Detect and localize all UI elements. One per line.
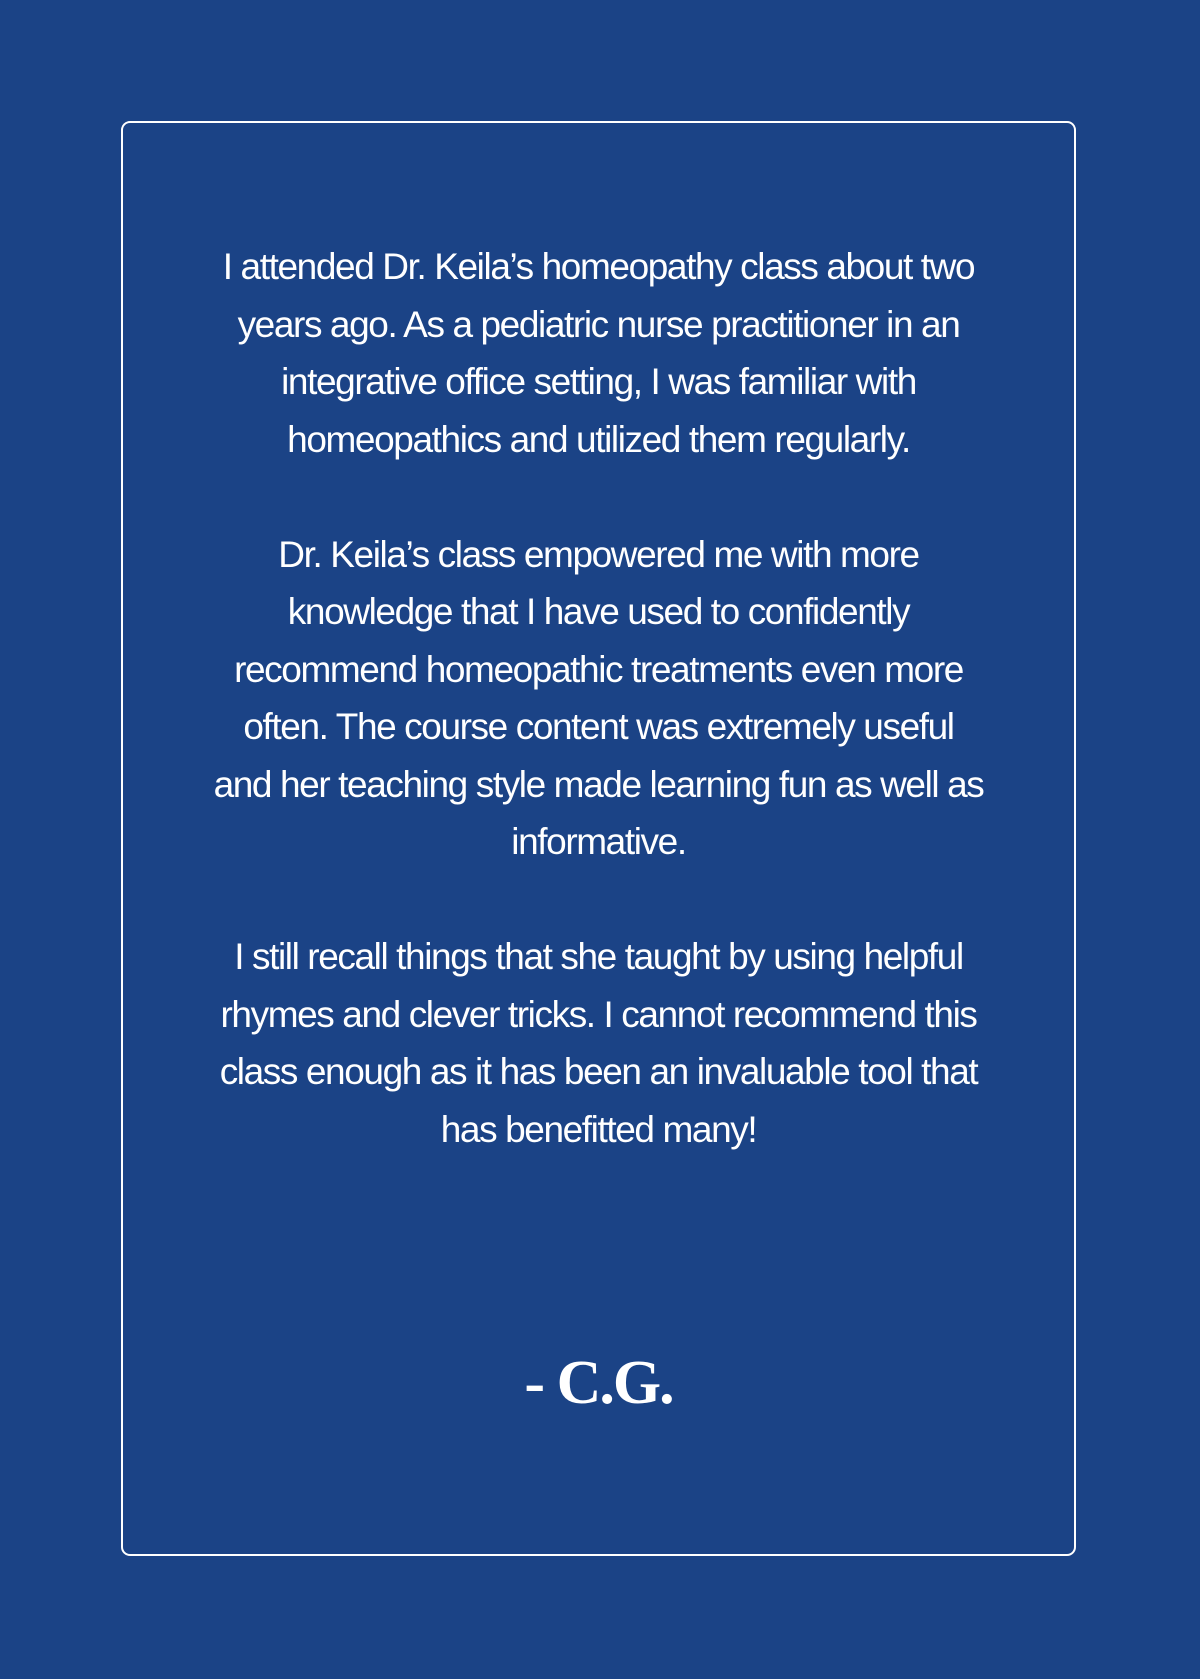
testimonial-paragraph: Dr. Keila’s class empowered me with more knowledge that I have used to confidently recommend homeopathic treatments even more often. The course content was extremely useful and her teaching style made learning fun as well as informative. [213,533,984,862]
testimonial-text [213,238,984,1216]
testimonial-card [121,121,1076,1556]
testimonial-signature: - C.G. [524,1349,673,1417]
testimonial-paragraph: I attended Dr. Keila’s homeopathy class about two years ago. As a pediatric nurse practitioner in an integrative office setting, I was familiar with homeopathics and utilized them regularly. [222,246,975,460]
testimonial-paragraph: I still recall things that she taught by using helpful rhymes and clever tricks. I cannot recommend this class enough as it has been an invaluable tool that has benefitted many! [219,936,978,1150]
